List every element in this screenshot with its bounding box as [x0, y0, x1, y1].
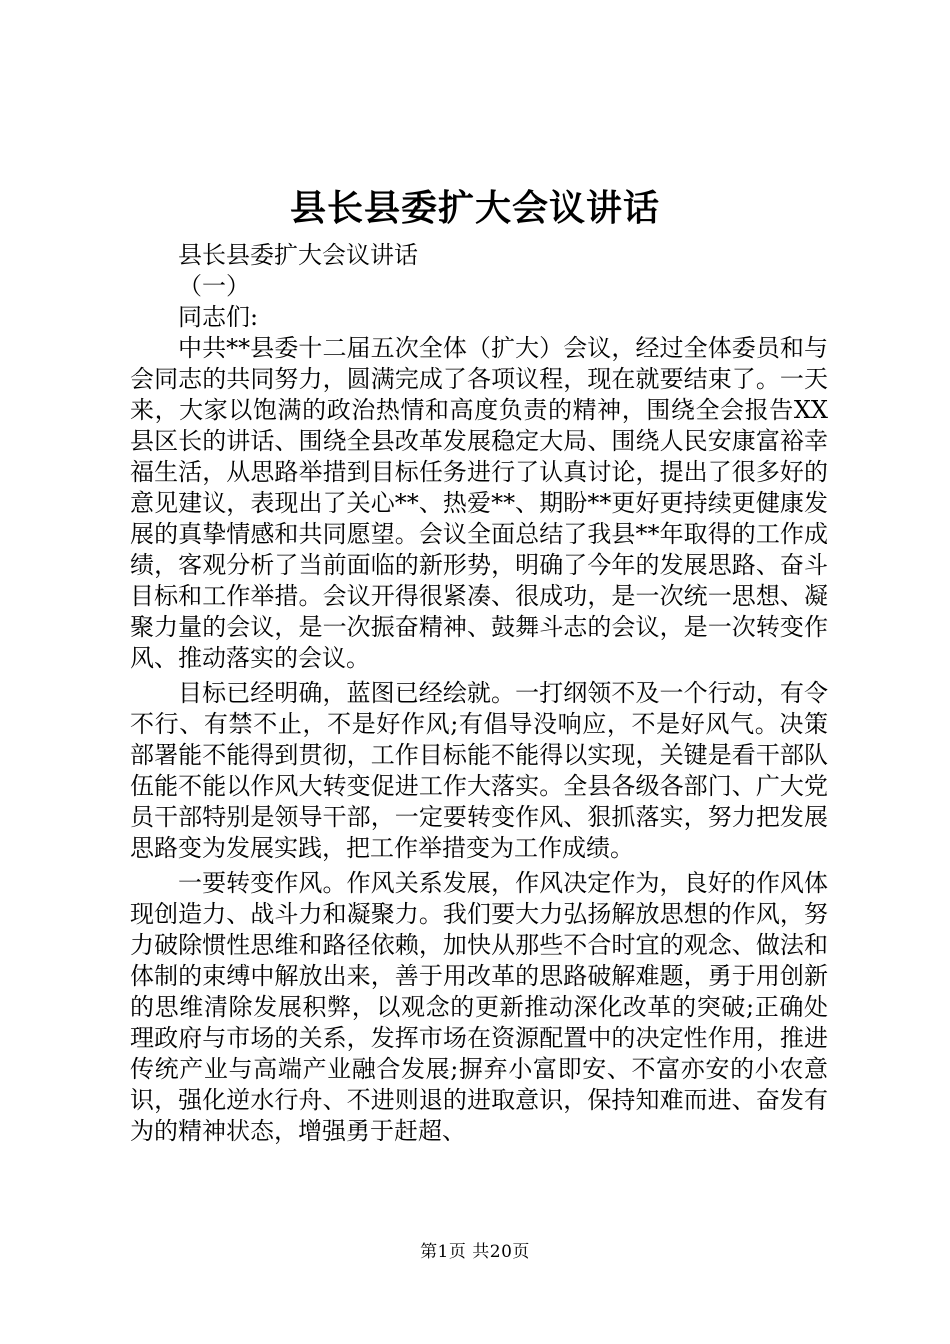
page-footer: 第1页 共20页	[420, 1242, 530, 1262]
paragraph: 目标已经明确，蓝图已经绘就。一打纲领不及一个行动，有令不行、有禁不止，不是好作风;有倡导没响应，不是好风气。决策部署能不能得到贯彻，工作目标能不能得以实现，关键是看干部队伍能不能以作风大转变促进工作大落实。全县各级各部门、广大党员干部特别是领导干部，一定要转变作风、狠抓落实，努力把发展思路变为发展实践，把工作举措变为工作成绩。	[130, 679, 828, 862]
section-marker: （一）	[178, 272, 250, 300]
document-body	[130, 240, 828, 1151]
document-title: 县长县委扩大会议讲话	[289, 187, 660, 229]
document-subtitle: 县长县委扩大会议讲话	[178, 241, 418, 269]
paragraph: 中共**县委十二届五次全体（扩大）会议，经过全体委员和与会同志的共同努力，圆满完成了各项议程，现在就要结束了。一天来，大家以饱满的政治热情和高度负责的精神，围绕全会报告XX县区长的讲话、围绕全县改革发展稳定大局、围绕人民安康富裕幸福生活，从思路举措到目标任务进行了认真讨论，提出了很多好的意见建议，表现出了关心**、热爱**、期盼**更好更持续更健康发展的真挚情感和共同愿望。会议全面总结了我县**年取得的工作成绩，客观分析了当前面临的新形势，明确了今年的发展思路、奋斗目标和工作举措。会议开得很紧凑、很成功，是一次统一思想、凝聚力量的会议，是一次振奋精神、鼓舞斗志的会议，是一次转变作风、推动落实的会议。	[130, 334, 828, 672]
salutation: 同志们:	[178, 303, 259, 331]
paragraph: 一要转变作风。作风关系发展，作风决定作为，良好的作风体现创造力、战斗力和凝聚力。我们要大力弘扬解放思想的作风，努力破除惯性思维和路径依赖，加快从那些不合时宜的观念、做法和体制的束缚中解放出来，善于用改革的思路破解难题，勇于用创新的思维清除发展积弊，以观念的更新推动深化改革的突破;正确处理政府与市场的关系，发挥市场在资源配置中的决定性作用，推进传统产业与高端产业融合发展;摒弃小富即安、不富亦安的小农意识，强化逆水行舟、不进则退的进取意识，保持知难而进、奋发有为的精神状态，增强勇于赶超、	[130, 869, 828, 1145]
